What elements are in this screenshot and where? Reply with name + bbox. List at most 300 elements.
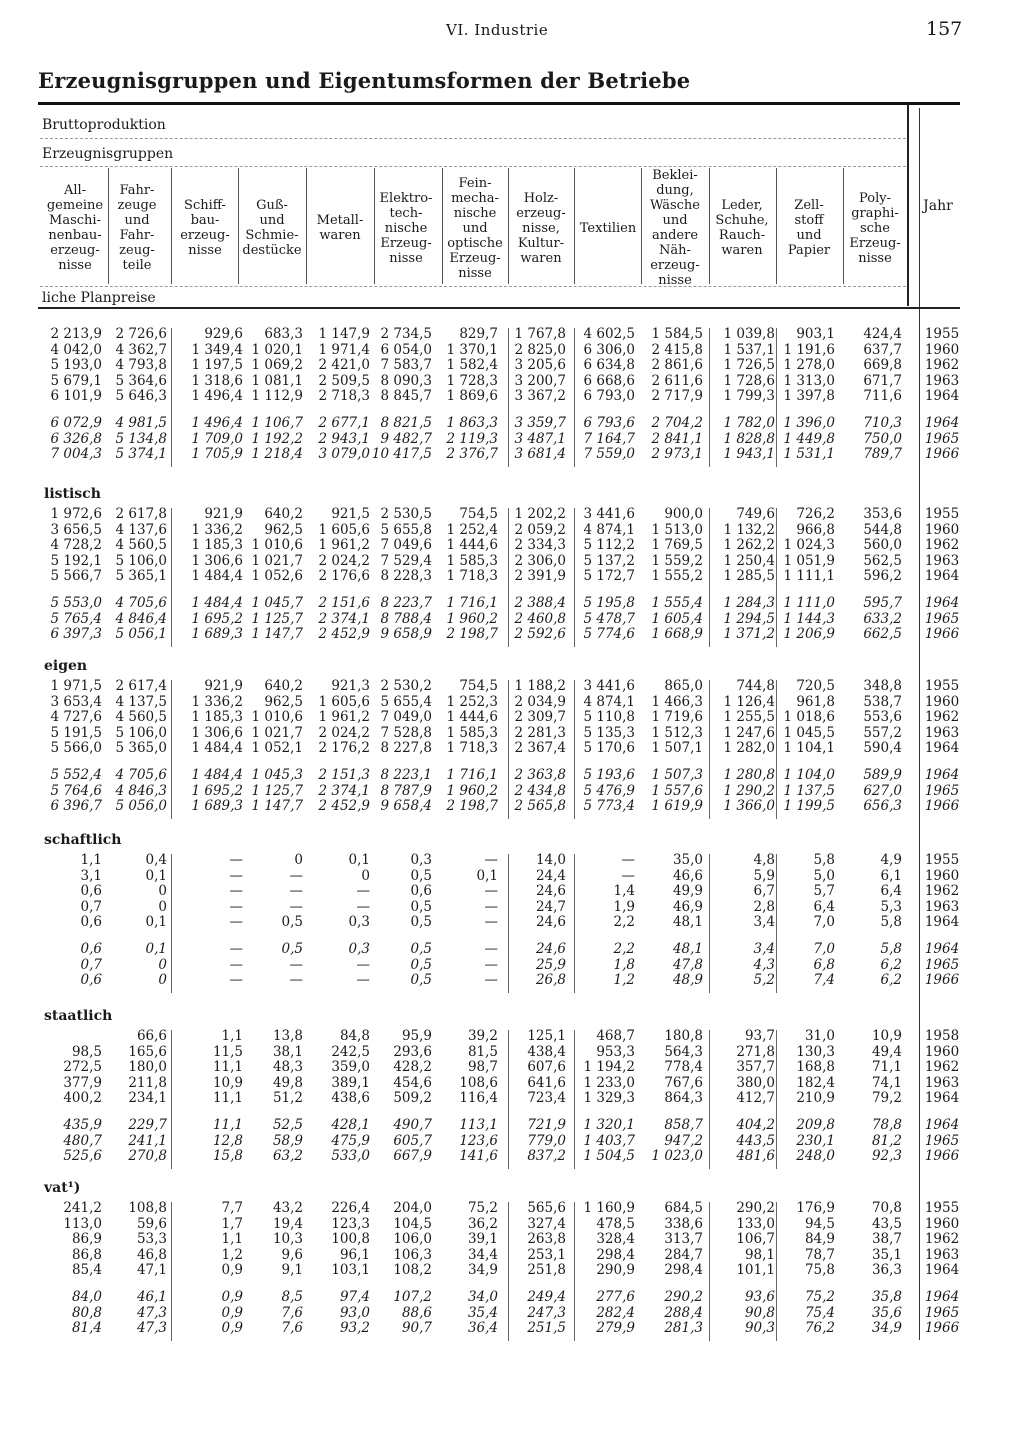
table-cell: 2 718,3 bbox=[318, 388, 370, 405]
table-cell: 1,1 bbox=[80, 852, 102, 868]
table-cell: 858,7 bbox=[664, 1117, 703, 1133]
table-cell: 5 774,6 bbox=[583, 626, 635, 643]
table-cell: 6,4 bbox=[880, 883, 902, 900]
table-cell: 357,7 bbox=[736, 1059, 775, 1076]
table-cell: 36,3 bbox=[871, 1262, 902, 1279]
table-cell: 1 104,1 bbox=[783, 740, 835, 757]
table-row bbox=[0, 446, 1024, 462]
table-cell: 48,3 bbox=[272, 1059, 303, 1076]
table-cell: 11,1 bbox=[212, 1090, 243, 1107]
table-cell: — bbox=[289, 883, 303, 900]
table-cell: — bbox=[484, 914, 498, 931]
table-cell: 1 555,2 bbox=[651, 568, 703, 585]
table-cell: 789,7 bbox=[863, 446, 902, 463]
table-cell: 1 971,4 bbox=[318, 341, 370, 358]
year-cell: 1965 bbox=[924, 782, 960, 799]
table-cell: 1 504,5 bbox=[583, 1148, 635, 1165]
table-cell: 721,9 bbox=[527, 1117, 566, 1133]
table-cell: 98,5 bbox=[71, 1043, 102, 1060]
table-cell: 0,6 bbox=[80, 972, 102, 989]
table-cell: 1 537,1 bbox=[723, 341, 775, 358]
table-cell: 2 530,5 bbox=[380, 506, 432, 522]
table-cell: 377,9 bbox=[63, 1074, 102, 1091]
table-cell: 0,1 bbox=[476, 867, 498, 884]
table-cell: 656,3 bbox=[863, 798, 902, 815]
table-row bbox=[0, 1289, 1024, 1305]
column-header-line: waren bbox=[721, 243, 763, 258]
table-cell: 1 507,1 bbox=[651, 740, 703, 757]
year-cell: 1964 bbox=[924, 1289, 960, 1305]
year-cell: 1955 bbox=[924, 506, 960, 522]
table-cell: 249,4 bbox=[527, 1289, 566, 1305]
table-cell: 81,2 bbox=[871, 1132, 902, 1149]
table-cell: 662,5 bbox=[863, 626, 902, 643]
table-cell: 12,8 bbox=[212, 1132, 243, 1149]
table-cell: 1 444,6 bbox=[446, 537, 498, 554]
table-cell: 0 bbox=[158, 883, 167, 900]
table-cell: 81,4 bbox=[71, 1320, 102, 1337]
table-cell: 1 252,4 bbox=[446, 521, 498, 538]
table-cell: 7 049,0 bbox=[380, 709, 432, 726]
table-cell: 31,0 bbox=[804, 1028, 835, 1044]
table-cell: 26,8 bbox=[535, 972, 566, 989]
table-cell: 35,4 bbox=[467, 1304, 498, 1321]
table-cell: 5,3 bbox=[880, 898, 902, 915]
year-cell: 1960 bbox=[924, 341, 960, 358]
year-cell: 1965 bbox=[924, 430, 960, 447]
table-cell: 6,2 bbox=[880, 956, 902, 973]
year-cell: 1960 bbox=[924, 1215, 960, 1232]
table-cell: 380,0 bbox=[736, 1074, 775, 1091]
table-cell: 5 137,2 bbox=[583, 552, 635, 569]
column-separator bbox=[508, 328, 509, 467]
table-cell: 75,4 bbox=[804, 1304, 835, 1321]
table-cell: 1 294,5 bbox=[723, 610, 775, 627]
table-cell: 438,4 bbox=[527, 1043, 566, 1060]
table-cell: 2 677,1 bbox=[318, 415, 370, 431]
table-cell: 1 466,3 bbox=[651, 693, 703, 710]
year-cell: 1958 bbox=[924, 1028, 960, 1044]
table-cell: 435,9 bbox=[63, 1117, 102, 1133]
table-cell: 35,0 bbox=[672, 852, 703, 868]
table-cell: 1 449,8 bbox=[783, 430, 835, 447]
table-cell: 116,4 bbox=[459, 1090, 498, 1107]
table-cell: 234,1 bbox=[128, 1090, 167, 1107]
table-cell: 4 728,2 bbox=[50, 537, 102, 554]
column-separator bbox=[171, 1202, 172, 1341]
table-row bbox=[0, 626, 1024, 642]
table-cell: 1 081,1 bbox=[251, 372, 303, 389]
header-column-separator bbox=[238, 168, 239, 284]
table-cell: 5 476,9 bbox=[583, 782, 635, 799]
table-cell: 71,1 bbox=[871, 1059, 902, 1076]
table-cell: 7 559,0 bbox=[583, 446, 635, 463]
table-cell: 6 668,6 bbox=[583, 372, 635, 389]
table-cell: 1 106,7 bbox=[251, 415, 303, 431]
table-cell: 921,3 bbox=[331, 678, 370, 694]
table-cell: 3 200,7 bbox=[514, 372, 566, 389]
table-cell: 754,5 bbox=[459, 506, 498, 522]
table-cell: 5 646,3 bbox=[115, 388, 167, 405]
table-cell: 438,6 bbox=[331, 1090, 370, 1107]
column-header-5 bbox=[306, 213, 374, 243]
year-cell: 1964 bbox=[924, 941, 960, 957]
table-cell: 1 767,8 bbox=[514, 326, 566, 342]
table-cell: 5 192,1 bbox=[50, 552, 102, 569]
table-cell: 106,3 bbox=[393, 1246, 432, 1263]
table-cell: 1 010,6 bbox=[251, 537, 303, 554]
table-row bbox=[0, 694, 1024, 710]
table-cell: 684,5 bbox=[664, 1200, 703, 1216]
column-separator bbox=[508, 854, 509, 993]
table-cell: 230,1 bbox=[796, 1132, 835, 1149]
table-cell: 590,4 bbox=[863, 740, 902, 757]
table-cell: 5 679,1 bbox=[50, 372, 102, 389]
table-cell: 5 552,4 bbox=[50, 767, 102, 783]
table-cell: 1 147,7 bbox=[251, 798, 303, 815]
table-cell: 947,2 bbox=[664, 1132, 703, 1149]
table-cell: 93,0 bbox=[339, 1304, 370, 1321]
table-cell: 864,3 bbox=[664, 1090, 703, 1107]
table-row bbox=[0, 342, 1024, 358]
table-cell: 4 705,6 bbox=[115, 595, 167, 611]
table-cell: 1 863,3 bbox=[446, 415, 498, 431]
column-separator bbox=[709, 1202, 710, 1341]
table-cell: 108,6 bbox=[459, 1074, 498, 1091]
table-cell: 538,7 bbox=[863, 693, 902, 710]
table-cell: 1 828,8 bbox=[723, 430, 775, 447]
table-cell: — bbox=[229, 941, 243, 957]
column-header-4 bbox=[238, 198, 306, 258]
table-cell: 279,9 bbox=[596, 1320, 635, 1337]
table-cell: 5,8 bbox=[880, 914, 902, 931]
column-header-line: Holz- bbox=[523, 190, 559, 206]
table-cell: 1 218,4 bbox=[251, 446, 303, 463]
year-cell: 1962 bbox=[924, 1059, 960, 1076]
column-header-line: erzeug- bbox=[650, 258, 700, 273]
table-cell: 596,2 bbox=[863, 568, 902, 585]
table-cell: 0,5 bbox=[410, 972, 432, 989]
table-cell: 2 841,1 bbox=[651, 430, 703, 447]
table-cell: 1 284,3 bbox=[723, 595, 775, 611]
table-cell: 1 104,0 bbox=[783, 767, 835, 783]
table-cell: 263,8 bbox=[527, 1231, 566, 1248]
year-cell: 1963 bbox=[924, 898, 960, 915]
table-cell: 90,8 bbox=[744, 1304, 775, 1321]
table-cell: 47,1 bbox=[136, 1262, 167, 1279]
table-cell: 837,2 bbox=[527, 1148, 566, 1165]
column-separator bbox=[574, 1202, 575, 1341]
table-cell: 1 045,3 bbox=[251, 767, 303, 783]
table-cell: 2 611,6 bbox=[651, 372, 703, 389]
table-cell: 412,7 bbox=[736, 1090, 775, 1107]
table-cell: 1 137,5 bbox=[783, 782, 835, 799]
table-cell: 90,3 bbox=[744, 1320, 775, 1337]
table-cell: 1 051,9 bbox=[783, 552, 835, 569]
table-cell: 7 004,3 bbox=[50, 446, 102, 463]
column-header-line: Schiff- bbox=[184, 198, 226, 213]
table-cell: 749,6 bbox=[736, 506, 775, 522]
table-cell: 133,0 bbox=[736, 1215, 775, 1232]
table-cell: 6 793,6 bbox=[583, 415, 635, 431]
table-cell: 2 391,9 bbox=[514, 568, 566, 585]
table-cell: 101,1 bbox=[736, 1262, 775, 1279]
table-cell: 8 821,5 bbox=[380, 415, 432, 431]
table-cell: 589,9 bbox=[863, 767, 902, 783]
table-cell: 313,7 bbox=[664, 1231, 703, 1248]
column-header-2 bbox=[103, 183, 171, 273]
table-cell: 5 135,3 bbox=[583, 724, 635, 741]
table-cell: 565,6 bbox=[527, 1200, 566, 1216]
column-header-line: nisse bbox=[458, 265, 492, 281]
table-cell: 75,2 bbox=[804, 1289, 835, 1305]
table-cell: 683,3 bbox=[264, 326, 303, 342]
table-cell: 1 191,6 bbox=[783, 341, 835, 358]
header-column-separator bbox=[641, 168, 642, 284]
table-cell: 2 415,8 bbox=[651, 341, 703, 358]
table-cell: 671,7 bbox=[863, 372, 902, 389]
table-cell: — bbox=[289, 956, 303, 973]
table-cell: 5 655,8 bbox=[380, 521, 432, 538]
table-cell: 509,2 bbox=[393, 1090, 432, 1107]
table-cell: 1 557,6 bbox=[651, 782, 703, 799]
table-cell: 1 668,9 bbox=[651, 626, 703, 643]
table-cell: 2 151,6 bbox=[318, 595, 370, 611]
table-cell: 767,6 bbox=[664, 1074, 703, 1091]
column-separator bbox=[776, 508, 777, 647]
table-row bbox=[0, 852, 1024, 868]
table-cell: 1 496,4 bbox=[191, 388, 243, 405]
column-header-line: Schmie- bbox=[245, 228, 299, 243]
column-header-line: waren bbox=[319, 228, 361, 243]
column-header-line: und bbox=[662, 213, 688, 228]
table-row bbox=[0, 767, 1024, 783]
table-cell: 10,3 bbox=[272, 1231, 303, 1248]
table-cell: — bbox=[484, 956, 498, 973]
table-cell: 1 728,6 bbox=[723, 372, 775, 389]
table-cell: 98,1 bbox=[744, 1246, 775, 1263]
table-row bbox=[0, 415, 1024, 431]
table-cell: 80,8 bbox=[71, 1304, 102, 1321]
column-header-1 bbox=[41, 183, 109, 273]
table-cell: 1 695,2 bbox=[191, 782, 243, 799]
year-cell: 1964 bbox=[924, 1117, 960, 1133]
table-cell: 100,8 bbox=[331, 1231, 370, 1248]
column-header-line: Wäsche bbox=[649, 198, 700, 213]
table-cell: 5 764,6 bbox=[50, 782, 102, 799]
table-cell: 78,8 bbox=[871, 1117, 902, 1133]
table-cell: — bbox=[621, 852, 635, 868]
table-cell: 1 396,0 bbox=[783, 415, 835, 431]
table-cell: 7 529,4 bbox=[380, 552, 432, 569]
table-cell: 1 484,4 bbox=[191, 568, 243, 585]
table-cell: 637,7 bbox=[863, 341, 902, 358]
table-cell: 710,3 bbox=[863, 415, 902, 431]
table-cell: 284,7 bbox=[664, 1246, 703, 1263]
table-cell: 1,8 bbox=[613, 956, 635, 973]
table-cell: 209,8 bbox=[796, 1117, 835, 1133]
table-row bbox=[0, 357, 1024, 373]
table-cell: 1,1 bbox=[221, 1231, 243, 1248]
table-cell: 480,7 bbox=[63, 1132, 102, 1149]
table-cell: 48,9 bbox=[672, 972, 703, 989]
table-cell: 2,2 bbox=[613, 914, 635, 931]
year-cell: 1963 bbox=[924, 1246, 960, 1263]
table-cell: 2 452,9 bbox=[318, 626, 370, 643]
table-cell: 5 655,4 bbox=[380, 693, 432, 710]
table-cell: 8 090,3 bbox=[380, 372, 432, 389]
year-cell: 1960 bbox=[924, 867, 960, 884]
table-cell: 2 943,1 bbox=[318, 430, 370, 447]
table-cell: 49,9 bbox=[672, 883, 703, 900]
table-cell: 921,9 bbox=[204, 678, 243, 694]
table-cell: 962,5 bbox=[264, 521, 303, 538]
table-cell: 3 681,4 bbox=[514, 446, 566, 463]
table-cell: 86,9 bbox=[71, 1231, 102, 1248]
table-cell: 4 793,8 bbox=[115, 357, 167, 374]
table-cell: 5 106,0 bbox=[115, 724, 167, 741]
table-cell: 6 326,8 bbox=[50, 430, 102, 447]
table-row bbox=[0, 1320, 1024, 1336]
table-cell: 5 056,0 bbox=[115, 798, 167, 815]
table-cell: 1 605,6 bbox=[318, 521, 370, 538]
column-separator bbox=[574, 1030, 575, 1169]
table-cell: 6 072,9 bbox=[50, 415, 102, 431]
table-cell: 3 656,5 bbox=[50, 521, 102, 538]
table-cell: 1 718,3 bbox=[446, 568, 498, 585]
table-cell: 921,5 bbox=[331, 506, 370, 522]
table-cell: 481,6 bbox=[736, 1148, 775, 1165]
table-cell: 125,1 bbox=[527, 1028, 566, 1044]
table-cell: 778,4 bbox=[664, 1059, 703, 1076]
year-cell: 1964 bbox=[924, 1090, 960, 1107]
table-cell: 0,6 bbox=[410, 883, 432, 900]
table-cell: 5 195,8 bbox=[583, 595, 635, 611]
table-cell: 5 365,1 bbox=[115, 568, 167, 585]
year-cell: 1966 bbox=[924, 446, 960, 463]
table-cell: 3 359,7 bbox=[514, 415, 566, 431]
header-column-separator bbox=[843, 168, 844, 284]
table-cell: 865,0 bbox=[664, 678, 703, 694]
column-header-line: Fein- bbox=[458, 175, 492, 191]
table-row bbox=[0, 431, 1024, 447]
column-header-line: optische bbox=[447, 235, 503, 251]
table-cell: 5 478,7 bbox=[583, 610, 635, 627]
table-row bbox=[0, 1117, 1024, 1133]
table-cell: 4 727,6 bbox=[50, 709, 102, 726]
table-cell: 2 374,1 bbox=[318, 610, 370, 627]
table-cell: 1 582,4 bbox=[446, 357, 498, 374]
column-header-line: dung, bbox=[656, 183, 694, 198]
table-row bbox=[0, 506, 1024, 522]
year-cell: 1965 bbox=[924, 956, 960, 973]
table-cell: 0,6 bbox=[80, 941, 102, 957]
table-row bbox=[0, 611, 1024, 627]
table-cell: 272,5 bbox=[63, 1059, 102, 1076]
year-cell: 1960 bbox=[924, 1043, 960, 1060]
table-cell: 2 861,6 bbox=[651, 357, 703, 374]
column-separator bbox=[776, 1030, 777, 1169]
column-header-13 bbox=[841, 191, 909, 266]
table-cell: 475,9 bbox=[331, 1132, 370, 1149]
table-cell: 0,9 bbox=[221, 1304, 243, 1321]
table-cell: 48,1 bbox=[672, 941, 703, 957]
table-cell: 0,7 bbox=[80, 898, 102, 915]
table-cell: 1 444,6 bbox=[446, 709, 498, 726]
table-cell: 3,4 bbox=[753, 914, 775, 931]
table-cell: 290,9 bbox=[596, 1262, 635, 1279]
table-cell: 75,2 bbox=[467, 1200, 498, 1216]
table-cell: 2 119,3 bbox=[446, 430, 498, 447]
table-cell: 1 709,0 bbox=[191, 430, 243, 447]
table-cell: 389,1 bbox=[331, 1074, 370, 1091]
table-cell: 1 045,7 bbox=[251, 595, 303, 611]
year-cell: 1962 bbox=[924, 537, 960, 554]
table-cell: 4 560,5 bbox=[115, 709, 167, 726]
table-cell: 1 132,2 bbox=[723, 521, 775, 538]
year-cell: 1966 bbox=[924, 1320, 960, 1337]
table-cell: 1 585,3 bbox=[446, 724, 498, 741]
table-cell: 0,5 bbox=[410, 914, 432, 931]
table-cell: 7 164,7 bbox=[583, 430, 635, 447]
column-separator bbox=[171, 854, 172, 993]
table-cell: 1 199,5 bbox=[783, 798, 835, 815]
table-cell: 2 421,0 bbox=[318, 357, 370, 374]
table-cell: 24,4 bbox=[535, 867, 566, 884]
table-cell: 3 205,6 bbox=[514, 357, 566, 374]
table-cell: 180,8 bbox=[664, 1028, 703, 1044]
table-cell: 2 388,4 bbox=[514, 595, 566, 611]
table-cell: 962,5 bbox=[264, 693, 303, 710]
table-cell: 46,8 bbox=[136, 1246, 167, 1263]
table-cell: — bbox=[289, 972, 303, 989]
table-cell: 1 507,3 bbox=[651, 767, 703, 783]
table-cell: 86,8 bbox=[71, 1246, 102, 1263]
table-cell: 1 282,0 bbox=[723, 740, 775, 757]
table-cell: 2 198,7 bbox=[446, 626, 498, 643]
table-cell: 2 717,9 bbox=[651, 388, 703, 405]
table-row bbox=[0, 553, 1024, 569]
table-cell: 1 320,1 bbox=[583, 1117, 635, 1133]
table-cell: 6 634,8 bbox=[583, 357, 635, 374]
table-cell: 1 584,5 bbox=[651, 326, 703, 342]
table-cell: 5,9 bbox=[753, 867, 775, 884]
table-cell: 211,8 bbox=[128, 1074, 167, 1091]
table-cell: 1 484,4 bbox=[191, 767, 243, 783]
table-cell: 1 555,4 bbox=[651, 595, 703, 611]
table-cell: 1 370,1 bbox=[446, 341, 498, 358]
table-cell: 5,0 bbox=[813, 867, 835, 884]
table-cell: 93,7 bbox=[744, 1028, 775, 1044]
column-header-12 bbox=[775, 198, 843, 258]
table-cell: 5 110,8 bbox=[583, 709, 635, 726]
table-cell: 8 845,7 bbox=[380, 388, 432, 405]
table-cell: 0,5 bbox=[281, 941, 303, 957]
table-row bbox=[0, 883, 1024, 899]
column-header-10 bbox=[641, 168, 709, 288]
table-cell: 1 559,2 bbox=[651, 552, 703, 569]
table-cell: 1 718,3 bbox=[446, 740, 498, 757]
table-cell: 1 605,6 bbox=[318, 693, 370, 710]
table-cell: — bbox=[356, 972, 370, 989]
table-cell: 8 787,9 bbox=[380, 782, 432, 799]
column-header-line: nische bbox=[453, 205, 497, 221]
column-separator bbox=[574, 680, 575, 819]
table-cell: 641,6 bbox=[527, 1074, 566, 1091]
table-cell: 9,1 bbox=[281, 1262, 303, 1279]
column-header-line: und bbox=[796, 228, 822, 243]
table-cell: — bbox=[229, 852, 243, 868]
